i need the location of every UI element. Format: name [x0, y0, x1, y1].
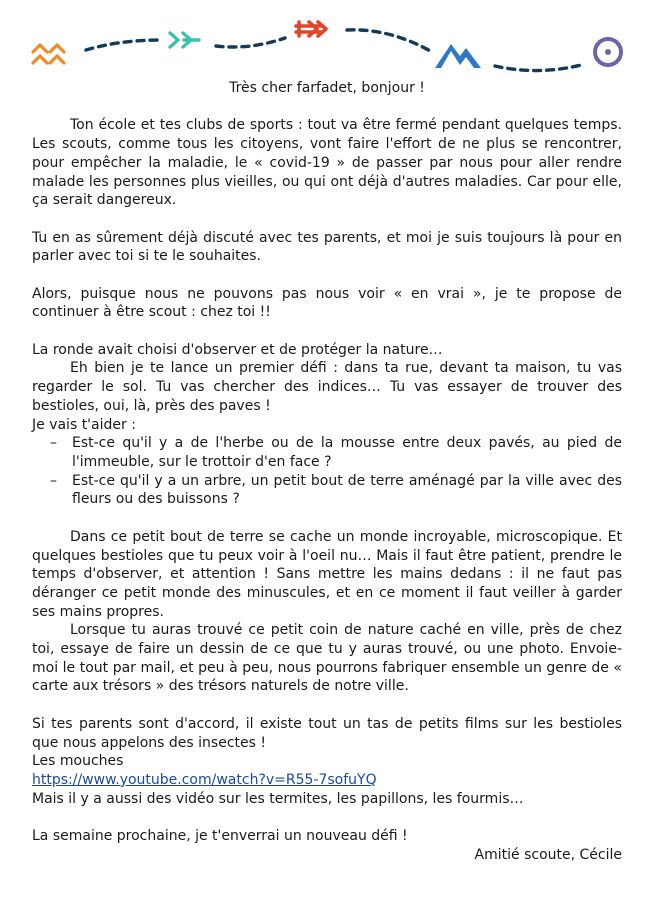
paragraph-next-challenge: La semaine prochaine, je t'enverrai un nouveau défi ! — [32, 828, 408, 845]
red-arrow-icon — [296, 22, 326, 36]
dash-bullet: – — [50, 472, 57, 489]
paragraph-hidden-world: Dans ce petit bout de terre se cache un monde incroyable, microscopique. Et quelques bestioles que tu peux voir à l'oeil nu… Mais il faut être patient, prendre le temps d'observer, et attention ! Sans mettre les mains dedans : il ne faut pas déranger ce petit monde des minuscules, et en ce moment il faut veiller à garder ses mains propres. — [32, 528, 622, 620]
paragraph-intro: Ton école et tes clubs de sports : tout va être fermé pendant quelques temps. Les scouts, comme tous les citoyens, vont faire l'effort de ne plus se rencontrer, pour empêcher la maladie, le « covid-19 » de passer par nous pour aller rendre malade les personnes plus vieilles, ou qui ont déjà d'autres maladies. Car pour elle, ça serait dangereux. — [32, 117, 622, 209]
paragraph-other-videos: Mais il y a aussi des vidéo sur les termites, les papillons, les fourmis… — [32, 790, 524, 807]
dash-bullet: – — [50, 435, 57, 452]
list-item: – Est-ce qu'il y a de l'herbe ou de la mousse entre deux pavés, au pied de l'immeuble, sur le trottoir d'en face ? — [50, 435, 622, 470]
list-item: – Est-ce qu'il y a un arbre, un petit bout de terre aménagé par la ville avec des fleurs ou des buissons ? — [50, 472, 622, 508]
paragraph-challenge: Eh bien je te lance un premier défi : dans ta rue, devant ta maison, tu vas regarder le sol. Tu vas chercher des indices… Tu vas essayer de trouver des bestioles, oui, là, près des paves ! — [32, 360, 622, 414]
letter-body — [32, 79, 622, 864]
video-link[interactable]: https://www.youtube.com/watch?v=R55-7sofuYQ — [32, 771, 377, 788]
paragraph-nature: La ronde avait choisi d'observer et de protéger la nature… — [32, 341, 443, 358]
paragraph-scout-at-home: Alors, puisque nous ne pouvons pas nous voir « en vrai », je te propose de continuer à être scout : chez toi !! — [32, 285, 622, 321]
dashed-trail — [86, 30, 585, 71]
paragraph-films: Si tes parents sont d'accord, il existe tout un tas de petits films sur les bestioles que nous appelons des insectes ! — [32, 715, 622, 751]
paragraph-drawing: Lorsque tu auras trouvé ce petit coin de nature caché en ville, près de chez toi, essaye de faire un dessin de ce que tu y auras trouvé, ou une photo. Envoie-moi le tout par mail, et peu à peu, nous pourrons fabriquer ensemble un genre de « carte aux trésors » des trésors naturels de notre ville. — [32, 622, 622, 695]
orange-chevrons-icon — [33, 45, 64, 63]
greeting: Très cher farfadet, bonjour ! — [229, 80, 425, 96]
paragraph-help: Je vais t'aider : — [32, 416, 136, 433]
film-title: Les mouches — [32, 753, 124, 770]
hint-list — [32, 434, 622, 509]
paragraph-parents: Tu en as sûrement déjà discuté avec tes parents, et moi je suis toujours là pour en parler avec toi si te le souhaites. — [32, 229, 622, 265]
decorative-banner — [0, 0, 645, 80]
compass-icon — [595, 39, 621, 65]
signature: Amitié scoute, Cécile — [474, 846, 622, 863]
teal-arrow-icon — [170, 33, 199, 47]
mountain-icon — [435, 44, 481, 68]
